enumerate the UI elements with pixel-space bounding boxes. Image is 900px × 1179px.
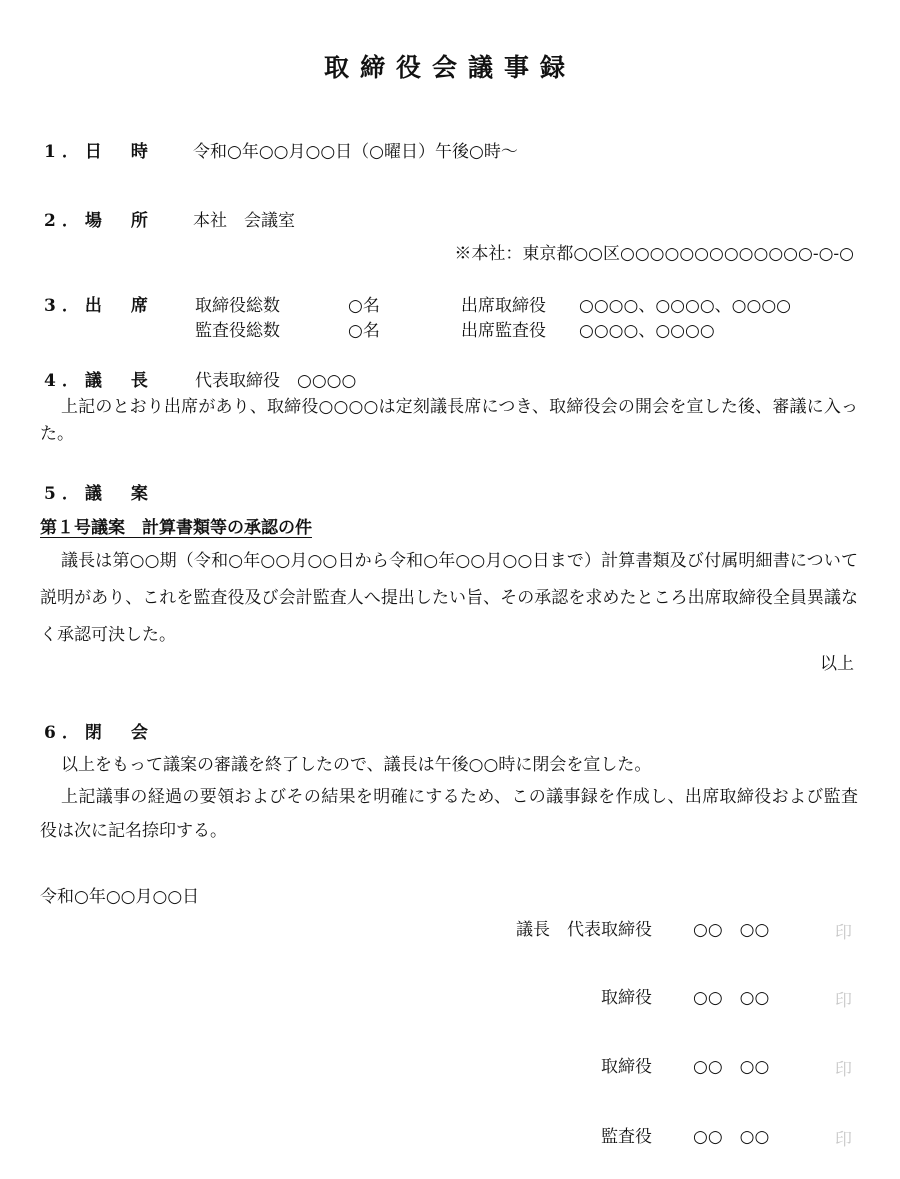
agenda-paragraph: 議長は第○○期（令和○年○○月○○日から令和○年○○月○○日まで）計算書類及び付属明細書について説明があり、これを監査役及び会計監査人へ提出したい旨、その承認を求めたところ出席取締役全員異議なく承認可決した。: [40, 551, 858, 645]
item-place-value: 本社 会議室: [193, 211, 295, 231]
signature-name: ○○ ○○: [693, 1127, 770, 1147]
closing-paragraph-2: 上記議事の経過の要領およびその結果を明確にするため、この議事録を作成し、出席取締役および監査役は次に記名捺印する。: [40, 787, 858, 841]
signature-date: 令和○年○○月○○日: [40, 887, 200, 907]
attendance-directors-present-label: 出席取締役: [461, 296, 546, 316]
item-closing-label: 6．閉 会: [44, 723, 154, 743]
attendance-auditors-present-value: ○○○○、○○○○: [579, 321, 715, 341]
signature-role: 監査役: [601, 1127, 652, 1147]
attendance-directors-present-value: ○○○○、○○○○、○○○○: [579, 296, 792, 316]
chair-paragraph: 上記のとおり出席があり、取締役○○○○は定刻議長席につき、取締役会の開会を宣した後、審議に入った。: [40, 397, 858, 444]
item-chair-value: 代表取締役 ○○○○: [195, 371, 357, 391]
agenda-end-mark: 以上: [820, 654, 854, 674]
item-place-label: 2．場 所: [44, 211, 154, 231]
item-date-value: 令和○年○○月○○日（○曜日）午後○時～: [193, 142, 518, 162]
page-title: 取締役会議事録: [323, 53, 576, 82]
signature-name: ○○ ○○: [693, 988, 770, 1008]
attendance-auditors-total-value: ○名: [348, 321, 380, 341]
item-attendance-label: 3．出 席: [44, 296, 154, 316]
signature-role: 取締役: [601, 988, 652, 1008]
item-chair-label: 4．議 長: [44, 371, 154, 391]
seal-mark: 印: [835, 1130, 852, 1150]
closing-paragraph-1: 以上をもって議案の審議を終了したので、議長は午後○○時に閉会を宣した。: [61, 755, 652, 775]
item-date-label: 1．日 時: [44, 142, 154, 162]
item-agenda-label: 5．議 案: [44, 484, 154, 504]
attendance-auditors-present-label: 出席監査役: [461, 321, 546, 341]
attendance-auditors-total-label: 監査役総数: [195, 321, 280, 341]
attendance-directors-total-label: 取締役総数: [195, 296, 280, 316]
seal-mark: 印: [835, 1060, 852, 1080]
seal-mark: 印: [835, 991, 852, 1011]
signature-name: ○○ ○○: [693, 920, 770, 940]
signature-role: 取締役: [601, 1057, 652, 1077]
item-place-address: ※本社：東京都○○区○○○○○○○○○○○○○-○-○: [454, 244, 854, 264]
signature-name: ○○ ○○: [693, 1057, 770, 1077]
seal-mark: 印: [835, 923, 852, 943]
attendance-directors-total-value: ○名: [348, 296, 380, 316]
agenda-subtitle: 第１号議案 計算書類等の承認の件: [40, 518, 312, 538]
signature-role: 議長 代表取締役: [516, 920, 652, 940]
